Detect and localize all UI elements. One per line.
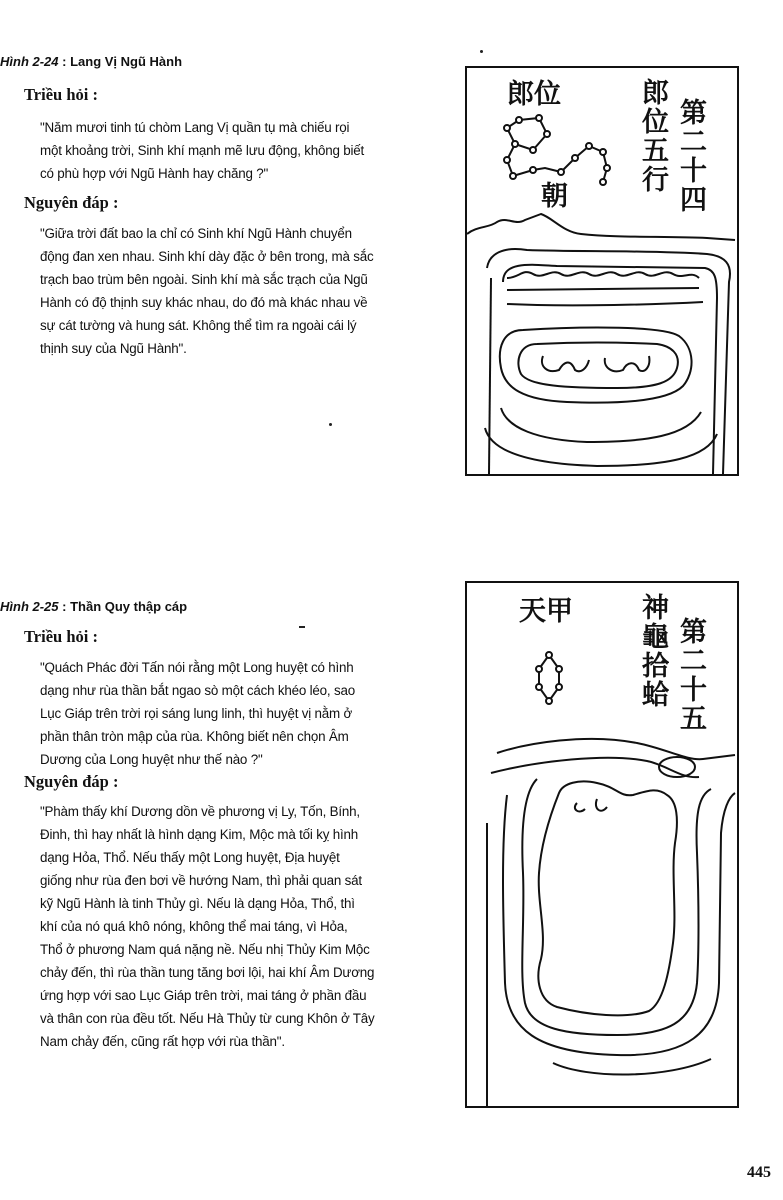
- star-dot: [556, 666, 562, 672]
- text-line: khí của nó quá khô nóng, không thể mai táng, vì Hỏa,: [40, 919, 348, 934]
- text-line: Thổ ở phương Nam quá nặng nề. Nếu nhị Thủy Kim Mộc: [40, 942, 370, 957]
- star-dot: [512, 141, 518, 147]
- text-line: "Phàm thấy khí Dương dồn về phương vị Ly, Tốn, Bính,: [40, 804, 360, 819]
- figure-title-name: 神龜拾蛤: [637, 593, 668, 709]
- star-dot: [572, 155, 578, 161]
- star-dot: [510, 173, 516, 179]
- question-text: [40, 656, 355, 771]
- ridge-line: [489, 278, 491, 474]
- turtle-outline: [491, 758, 699, 777]
- constellation-line: [507, 144, 607, 182]
- inner-loop: [501, 408, 701, 442]
- star-dot: [604, 165, 610, 171]
- figure-title-chapter: 第二十五: [675, 617, 706, 733]
- page-number: 445: [747, 1164, 771, 1181]
- figure-2-25-illustration: [465, 581, 739, 1108]
- caption-separator: :: [58, 54, 71, 69]
- figure-title-name: 郎位五行: [637, 78, 668, 194]
- question-heading: Triều hỏi :: [24, 627, 98, 646]
- turtle-outline: [553, 1059, 711, 1075]
- star-dot: [544, 131, 550, 137]
- text-line: Dương của Long huyệt như thế nào ?": [40, 752, 263, 767]
- constellation-line: [539, 655, 559, 701]
- figure-title: Thần Quy thập cáp: [70, 599, 188, 614]
- inner-loop: [605, 356, 650, 371]
- text-line: trạch bao trùm bên ngoài. Sinh khí mà sắc trạch của Ngũ: [40, 272, 368, 287]
- text-line: một khoảng trời, Sinh khí mạnh mẽ lưu động, không biết: [40, 143, 365, 158]
- star-dot: [546, 698, 552, 704]
- geomancy-diagram: [467, 68, 737, 474]
- wave-band: [507, 302, 703, 305]
- star-dot: [530, 167, 536, 173]
- question-text: [40, 116, 364, 185]
- star-dot: [536, 684, 542, 690]
- star-dot: [586, 143, 592, 149]
- text-line: ứng hợp với sao Lục Giáp trên trời, mai táng ở phần đầu: [40, 988, 367, 1003]
- star-dot: [600, 179, 606, 185]
- figure-caption-2-25: [0, 599, 187, 614]
- answer-heading: Nguyên đáp :: [24, 193, 119, 212]
- text-line: phần thân tròn mập của rùa. Không biết nên chọn Âm: [40, 729, 349, 744]
- wave-band: [507, 272, 699, 278]
- star-label-langvi: 郎位: [507, 79, 561, 110]
- text-line: "Năm mươi tinh tú chòm Lang Vị quần tụ mà chiếu rọi: [40, 120, 350, 135]
- text-line: dạng như rùa thần bắt ngao sò một cách khéo léo, sao: [40, 683, 355, 698]
- figure-number: Hình 2-25: [0, 599, 59, 614]
- star-dot: [546, 652, 552, 658]
- text-line: "Quách Phác đời Tấn nói rằng một Long huyệt có hình: [40, 660, 354, 675]
- question-heading: Triều hỏi :: [24, 85, 98, 104]
- star-label-thienGiap: 天甲: [519, 596, 573, 627]
- star-dot: [556, 684, 562, 690]
- text-line: thịnh suy của Ngũ Hành".: [40, 341, 187, 356]
- star-dot: [504, 157, 510, 163]
- ridge-line: [487, 249, 730, 474]
- figure-title: Lang Vị Ngũ Hành: [70, 54, 183, 69]
- text-line: và thân con rùa đều tốt. Nếu Hà Thủy từ cung Khôn ở Tây: [40, 1011, 375, 1026]
- star-dot: [536, 666, 542, 672]
- answer-heading: Nguyên đáp :: [24, 772, 119, 791]
- turtle-outline: [538, 781, 677, 1015]
- figure-caption-2-24: [0, 54, 182, 69]
- figure-2-24-illustration: [465, 66, 739, 476]
- text-line: Hành có độ thịnh suy khác nhau, do đó mà khác nhau về: [40, 295, 368, 310]
- wave-band: [507, 288, 699, 290]
- caption-separator: :: [58, 599, 71, 614]
- text-line: Lục Giáp trên trời rọi sáng lung linh, thì huyệt vị nằm ở: [40, 706, 353, 721]
- turtle-outline: [575, 803, 585, 811]
- text-line: chảy đến, thì rùa thần tung tăng bơi lội, hai khí Âm Dương: [40, 965, 375, 980]
- inner-loop: [542, 356, 589, 371]
- star-label-trieu: 朝: [541, 181, 568, 212]
- figure-title-chapter: 第二十四: [675, 98, 706, 214]
- scan-speck: [329, 423, 332, 426]
- scan-speck: [480, 50, 483, 53]
- turtle-outline: [497, 739, 735, 759]
- inner-loop: [500, 328, 692, 403]
- scan-speck: [299, 626, 305, 628]
- star-dot: [600, 149, 606, 155]
- text-line: kỹ Ngũ Hành là tinh Thủy gì. Nếu là dạng Hỏa, Thổ, thì: [40, 896, 355, 911]
- text-line: giống như rùa đen bơi về hướng Nam, thì phải quan sát: [40, 873, 362, 888]
- text-line: "Giữa trời đất bao la chỉ có Sinh khí Ngũ Hành chuyển: [40, 226, 352, 241]
- ridge-line: [467, 214, 735, 240]
- figure-number: Hình 2-24: [0, 54, 59, 69]
- text-line: Nam chảy đến, cũng rất hợp với rùa thần".: [40, 1034, 285, 1049]
- answer-text: [40, 222, 374, 360]
- star-dot: [516, 117, 522, 123]
- star-dot: [504, 125, 510, 131]
- geomancy-diagram: [467, 583, 737, 1106]
- text-line: sự cát tường và hung sát. Không thể tìm ra ngoài cái lý: [40, 318, 357, 333]
- star-dot: [558, 169, 564, 175]
- inner-loop: [485, 428, 717, 466]
- star-dot: [530, 147, 536, 153]
- text-line: Đinh, thì hay nhất là hình dạng Kim, Mộc mà tối kỵ hình: [40, 827, 358, 842]
- turtle-outline: [596, 799, 607, 811]
- answer-text: [40, 800, 375, 1053]
- text-line: có phù hợp với Ngũ Hành hay chăng ?": [40, 166, 269, 181]
- star-dot: [536, 115, 542, 121]
- text-line: động đan xen nhau. Sinh khí dày đặc ở bên trong, mà sắc: [40, 249, 374, 264]
- text-line: dạng Hỏa, Thổ. Nếu thấy một Long huyệt, Địa huyệt: [40, 850, 340, 865]
